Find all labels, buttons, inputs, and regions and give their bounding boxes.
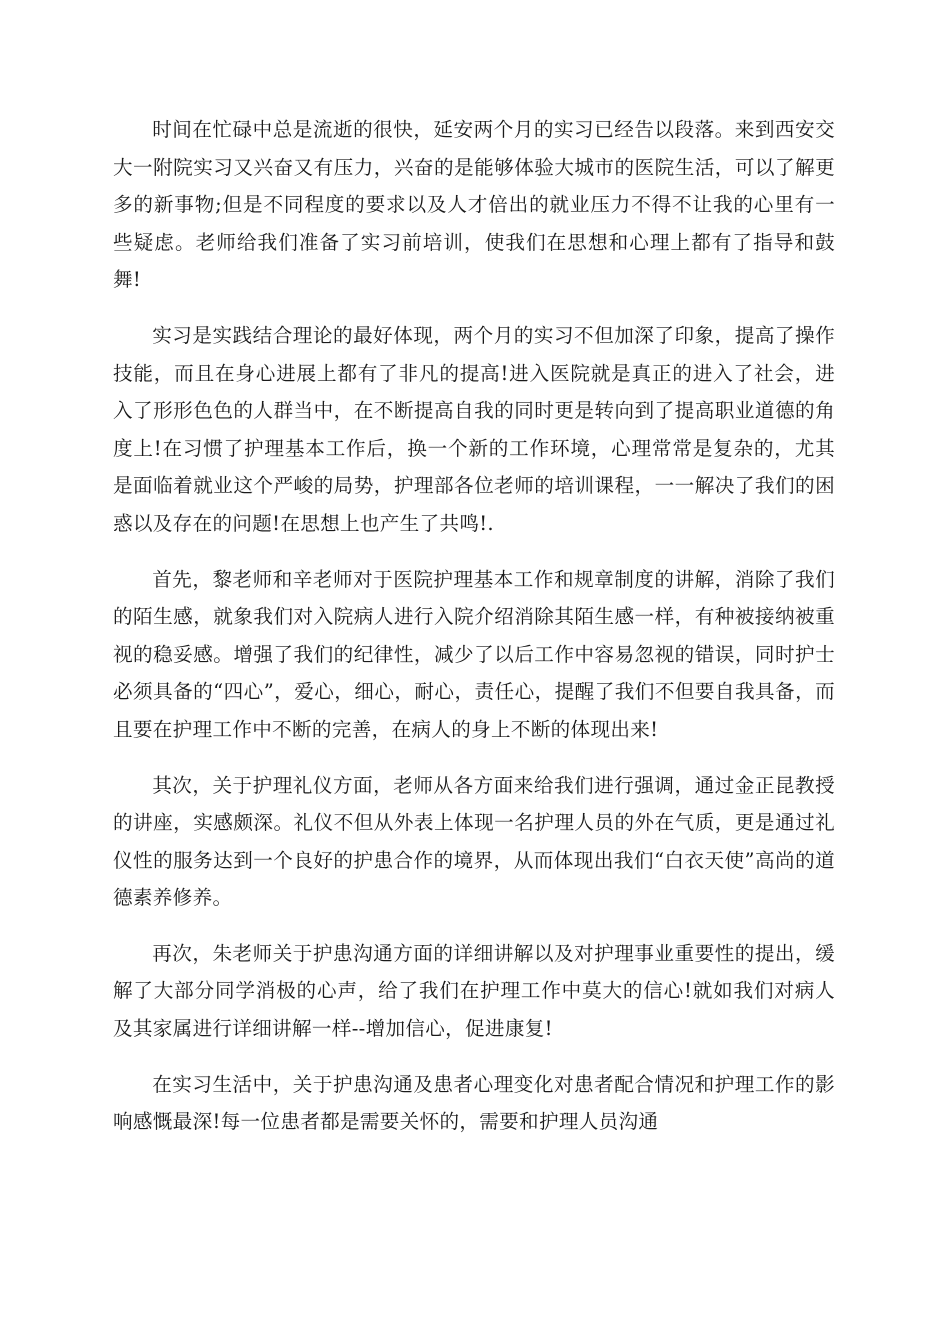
paragraph-2: 实习是实践结合理论的最好体现，两个月的实习不但加深了印象，提高了操作技能，而且在身心进展上都有了非凡的提高!进入医院就是真正的进入了社会，进入了形形色色的人群当中，在不断提高自我的同时更是转向到了提高职业道德的角度上!在习惯了护理基本工作后，换一个新的工作环境，心理常常是复杂的，尤其是面临着就业这个严峻的局势，护理部各位老师的培训课程，一一解决了我们的困惑以及存在的问题!在思想上也产生了共鸣!. — [113, 323, 835, 535]
document-body — [113, 111, 835, 1159]
paragraph-5: 再次，朱老师关于护患沟通方面的详细讲解以及对护理事业重要性的提出，缓解了大部分同学消极的心声，给了我们在护理工作中莫大的信心!就如我们对病人及其家属进行详细讲解一样--增加信心，促进康复! — [113, 941, 835, 1041]
paragraph-6: 在实习生活中，关于护患沟通及患者心理变化对患者配合情况和护理工作的影响感慨最深!每一位患者都是需要关怀的，需要和护理人员沟通 — [113, 1072, 835, 1134]
paragraph-1: 时间在忙碌中总是流逝的很快，延安两个月的实习已经告以段落。来到西安交大一附院实习又兴奋又有压力，兴奋的是能够体验大城市的医院生活，可以了解更多的新事物;但是不同程度的要求以及人才倍出的就业压力不得不让我的心里有一些疑虑。老师给我们准备了实习前培训，使我们在思想和心理上都有了指导和鼓舞! — [113, 118, 835, 292]
paragraph-3: 首先，黎老师和辛老师对于医院护理基本工作和规章制度的讲解，消除了我们的陌生感，就象我们对入院病人进行入院介绍消除其陌生感一样，有种被接纳被重视的稳妥感。增强了我们的纪律性，减少了以后工作中容易忽视的错误，同时护士必须具备的“四心”，爱心，细心，耐心，责任心，提醒了我们不但要自我具备，而且要在护理工作中不断的完善，在病人的身上不断的体现出来! — [113, 567, 835, 741]
paragraph-4: 其次，关于护理礼仪方面，老师从各方面来给我们进行强调，通过金正昆教授的讲座，实感颇深。礼仪不但从外表上体现一名护理人员的外在气质，更是通过礼仪性的服务达到一个良好的护患合作的境界，从而体现出我们“白衣天使”高尚的道德素养修养。 — [113, 773, 835, 910]
